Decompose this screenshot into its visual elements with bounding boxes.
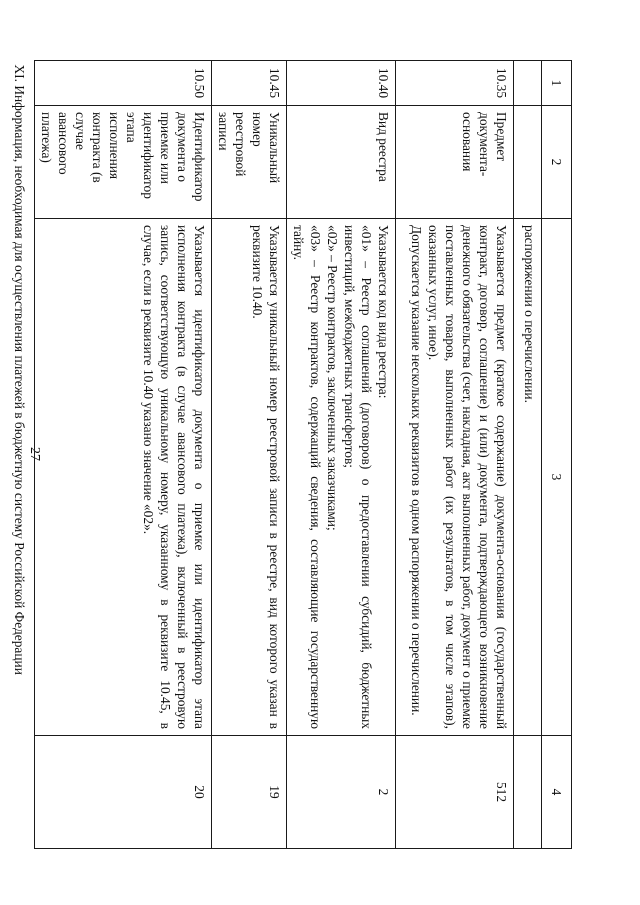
row-size: 512 bbox=[396, 736, 514, 849]
row-name: Предмет документа-основания bbox=[396, 106, 514, 219]
row-description-text: Указывается код вида реестра: bbox=[376, 225, 391, 399]
header-cell-4: 4 bbox=[542, 736, 572, 849]
requisites-table bbox=[5, 60, 573, 849]
header-cell-1: 1 bbox=[542, 61, 572, 106]
row-name: Уникальный номер реестровой записи bbox=[212, 106, 287, 219]
table-row bbox=[287, 61, 396, 849]
page-number: 27 bbox=[27, 447, 42, 461]
table-row bbox=[35, 61, 212, 849]
table-row bbox=[396, 61, 514, 849]
header-cell-2: 2 bbox=[542, 106, 572, 219]
continuation-cell-4 bbox=[514, 736, 542, 849]
row-name: Вид реестра bbox=[287, 106, 396, 219]
row-code: 10.40 bbox=[287, 61, 396, 106]
row-description bbox=[287, 219, 396, 736]
row-description: Указывается идентификатор документа о приемке или идентификатор этапа исполнения контракта (в случае авансового платежа), включенный в реестровую запись, соответствующую уникальному номеру, указанному в реквизите 10.45, в случае, если в реквизите 10.40 указано значение «02». bbox=[35, 219, 212, 736]
section-title: XI. Информация, необходимая для осуществления платежей в бюджетную систему Российской Федерации bbox=[5, 61, 35, 849]
header-cell-3: 3 bbox=[542, 219, 572, 736]
row-size: 19 bbox=[212, 736, 287, 849]
row-size: 2 bbox=[287, 736, 396, 849]
continuation-text: распоряжении о перечислении. bbox=[514, 219, 542, 736]
continuation-row bbox=[514, 61, 542, 849]
row-code: 10.50 bbox=[35, 61, 212, 106]
row-size: 20 bbox=[35, 736, 212, 849]
row-code: 10.35 bbox=[396, 61, 514, 106]
continuation-cell-1 bbox=[514, 61, 542, 106]
registry-code-item: «01» – Реестр соглашений (договоров) о предоставлении субсидий, бюджетных инвестиций, межбюджетных трансфертов; bbox=[342, 225, 374, 729]
section-row bbox=[5, 61, 35, 849]
header-row bbox=[542, 61, 572, 849]
continuation-cell-2 bbox=[514, 106, 542, 219]
table-row bbox=[212, 61, 287, 849]
row-description: Указывается уникальный номер реестровой записи в реестре, вид которого указан в реквизите 10.40. bbox=[212, 219, 287, 736]
row-code: 10.45 bbox=[212, 61, 287, 106]
row-description-text: Указывается предмет (краткое содержание) документа-основания (государственный контракт, договор, соглашение) и (или) документа, подтверждающего возникновение денежного обязательства (счет, накладная, акт выполненных работ, документ о приемке поставленных товаров, выполненных работ (их результатов, в том числе этапов), оказанных услуг, иное). bbox=[426, 225, 509, 729]
registry-code-item: «02» – Реестр контрактов, заключенных заказчиками; bbox=[325, 225, 340, 531]
row-description bbox=[396, 219, 514, 736]
row-name: Идентификатор документа о приемке или идентификатор этапа исполнения контракта (в случае авансового платежа) bbox=[35, 106, 212, 219]
registry-code-item: «03» – Реестр контрактов, содержащий сведения, составляющие государственную тайну. bbox=[291, 225, 323, 729]
row-description-note: Допускается указание нескольких реквизитов в одном распоряжении о перечислении. bbox=[409, 225, 424, 716]
